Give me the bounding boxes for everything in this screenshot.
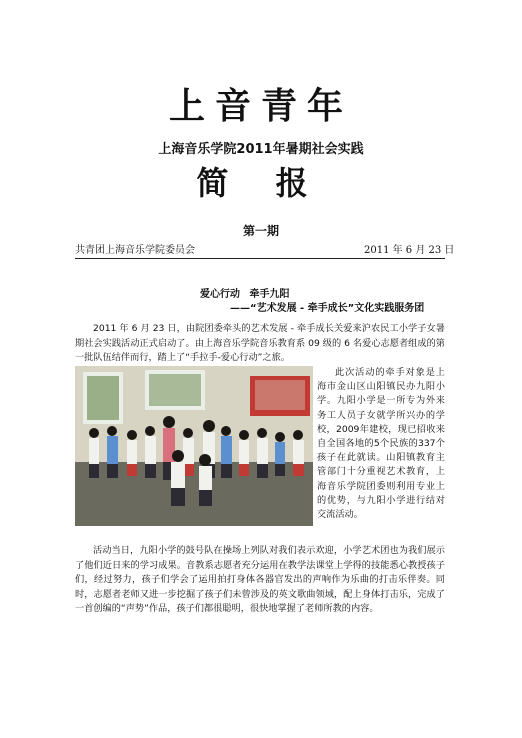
activity-photo (75, 366, 313, 526)
photo-banner-panel (255, 380, 305, 410)
bulletin-title: 简 报 (196, 164, 326, 202)
header-divider (75, 258, 445, 259)
article-paragraph-1: 2011 年 6 月 23 日，由院团委牵头的艺术发展 - 牵手成长关爱来沪农民工小学子女暑期社会实践活动正式启动了。由上海音乐学院音乐教育系 09 级的 6 名爱心志愿者组成的第一批队伍结伴而行，踏上了“手拉手-爱心行动”之旅。 (75, 323, 445, 363)
article-headline: 爱心行动 牵手九阳 (200, 289, 290, 300)
photo-trees-left (87, 376, 119, 420)
article-subheadline: ——“艺术发展 - 牵手成长”文化实践服务团 (230, 303, 425, 314)
issue-number: 第一期 (242, 224, 279, 238)
publisher: 共青团上海音乐学院委员会 (75, 245, 195, 256)
publish-date: 2011 年 6 月 23 日 (364, 245, 455, 256)
masthead: 上音青年 (168, 85, 353, 127)
article-paragraph-2: 活动当日，九阳小学的鼓号队在操场上列队对我们表示欢迎，小学艺术团也为我们展示了他们近日来的学习成果。音教系志愿者充分运用在教学法课堂上学得的技能悉心教授孩子们，经过努力，孩子们学会了运用拍打身体各器官发出的声响作为乐曲的打击乐伴奏。同时，志愿者老师又进一步挖掘了孩子们未曾涉及的英文歌曲领域，配上身体打击乐，完成了一首创编的“声势”作品，孩子们都很聪明，很快地掌握了老师所教的内容。 (75, 545, 445, 614)
subtitle: 上海音乐学院2011年暑期社会实践 (158, 142, 364, 157)
article-paragraph-side: 此次活动的牵手对象是上海市金山区山阳镇民办九阳小学。九阳小学是一所专为外来务工人员子女就学所兴办的学校，2009年建校，现已招收来自全国各地的5个民族的337个孩子在此就读。山阳镇教育主管部门十分重视艺术教育，上海音乐学院团委则利用专业上的优势，与九阳小学进行结对交流活动。 (317, 367, 445, 521)
photo-trees-center (149, 374, 201, 406)
